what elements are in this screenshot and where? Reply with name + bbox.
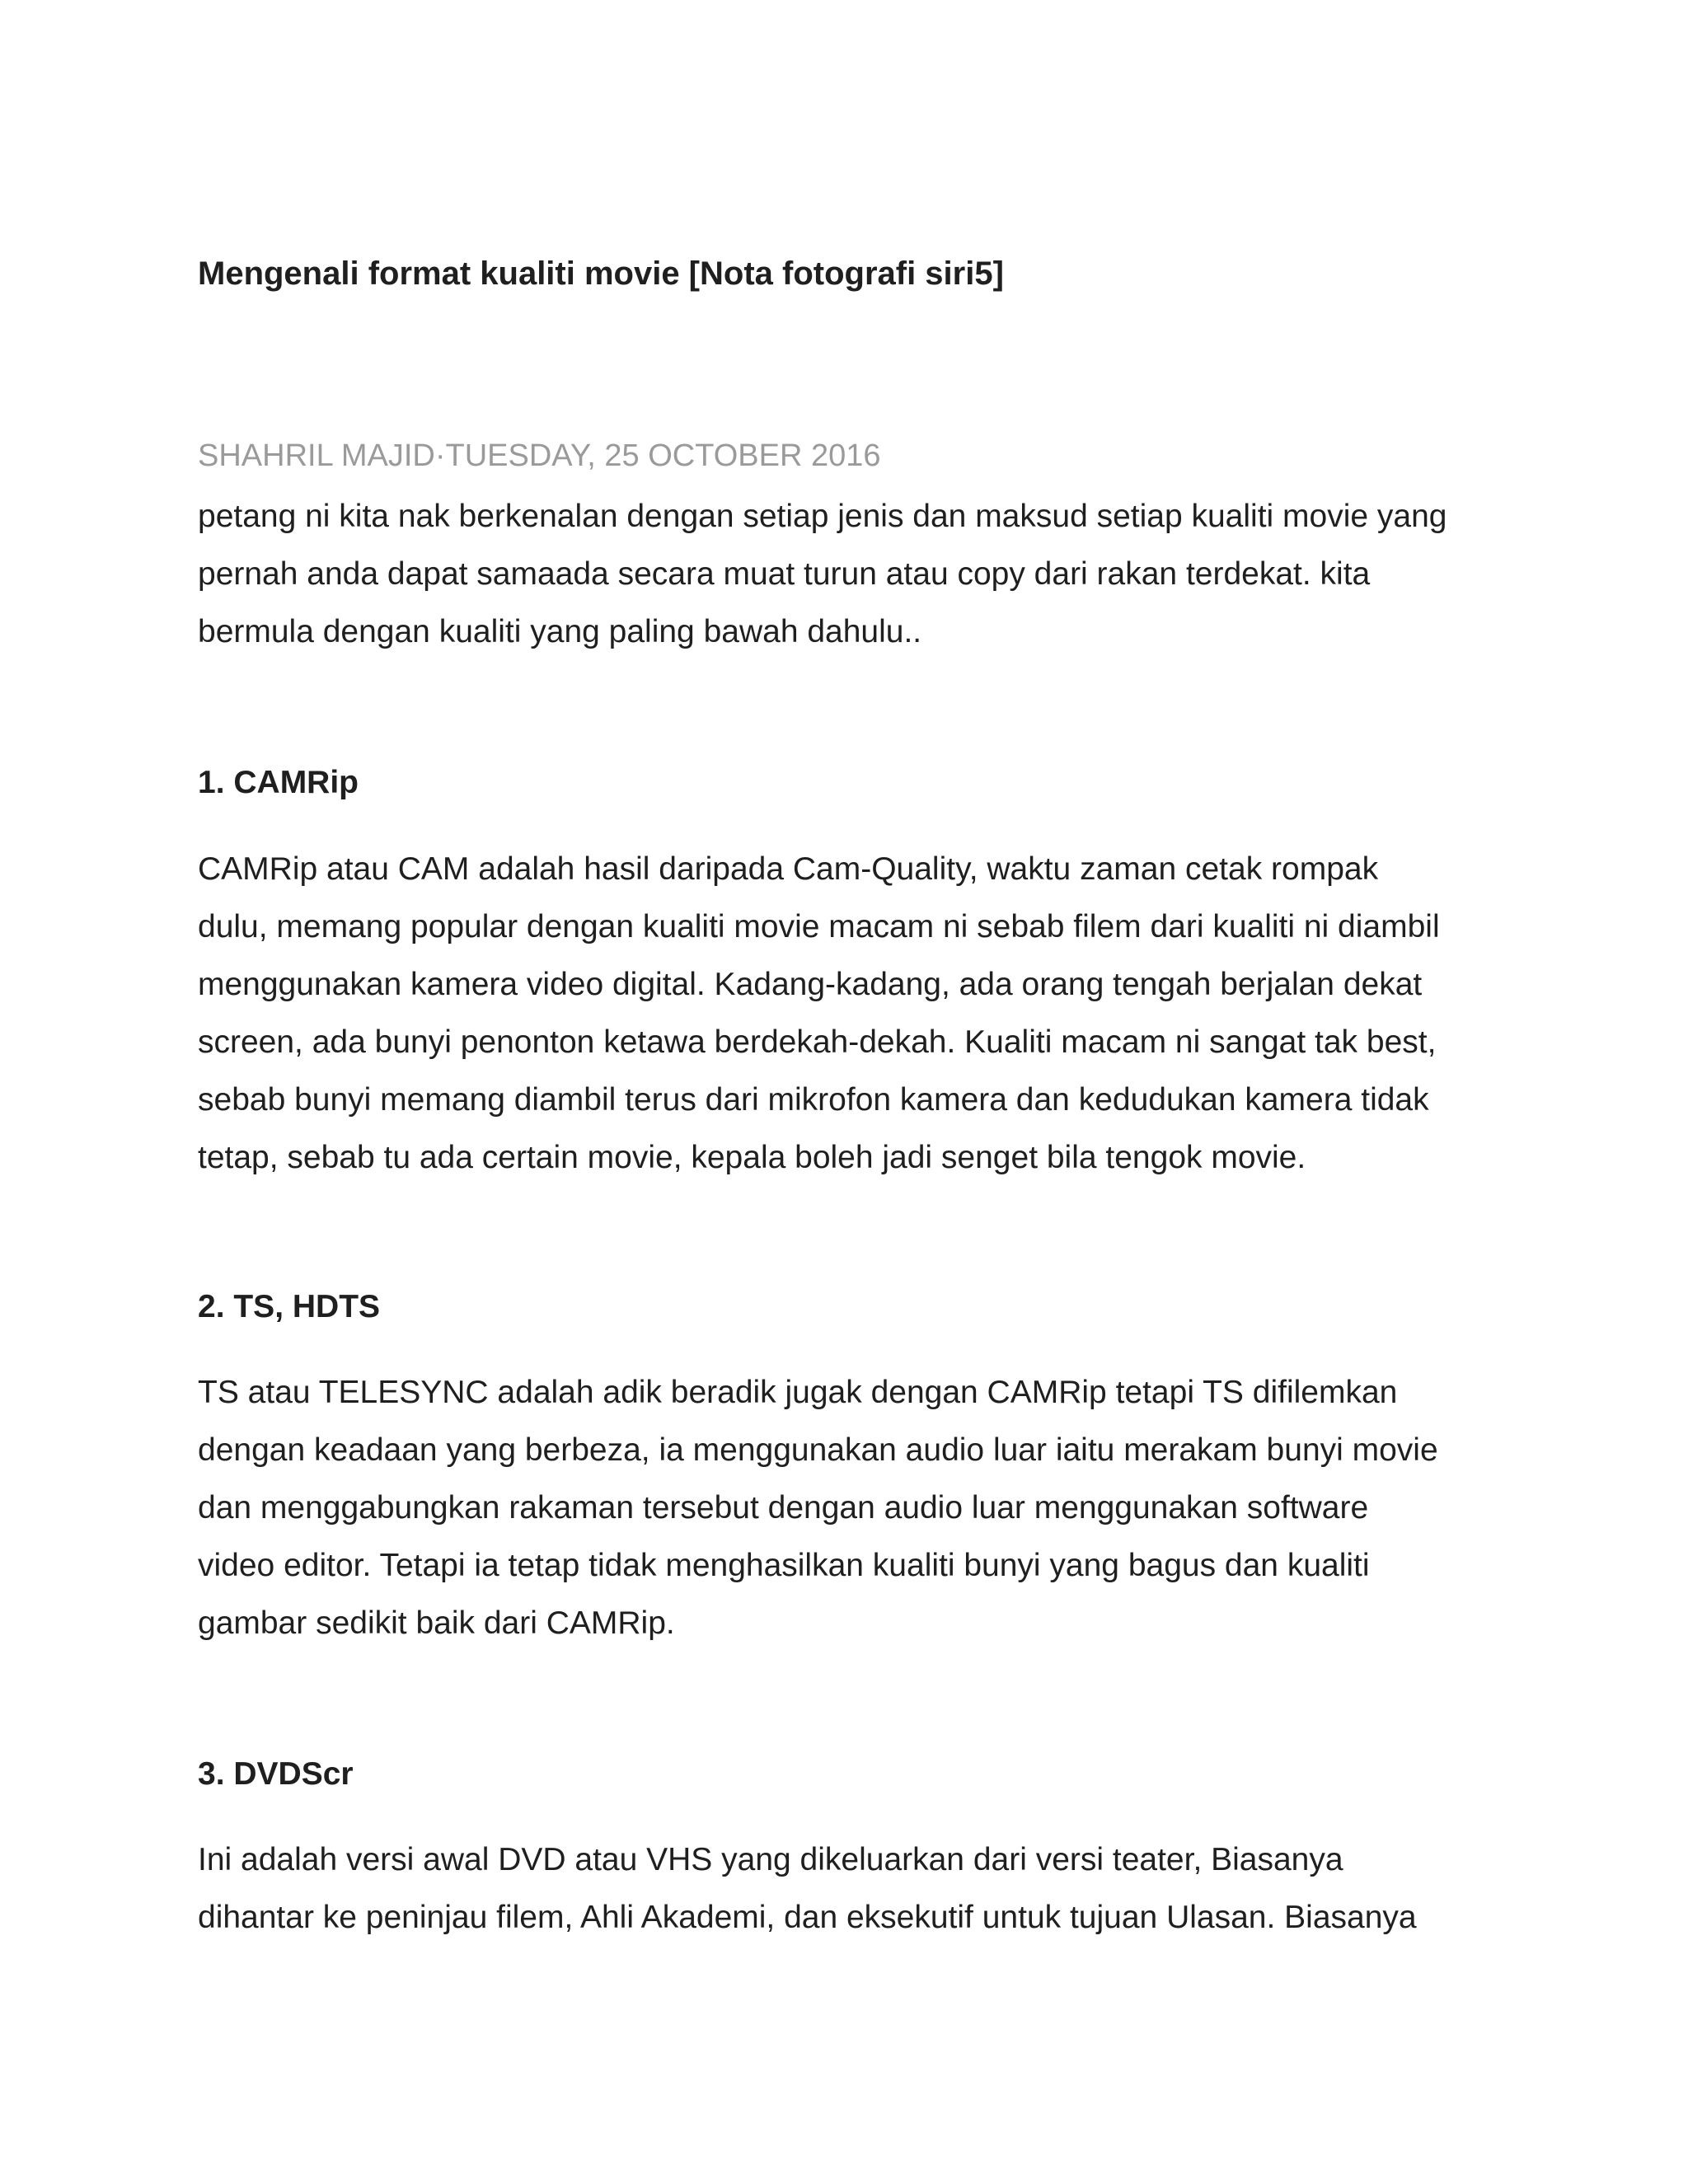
paragraph-line: tetap, sebab tu ada certain movie, kepala boleh jadi senget bila tengok movie. <box>198 1140 1306 1175</box>
paragraph-line: TS atau TELESYNC adalah adik beradik jugak dengan CAMRip tetapi TS difilemkan <box>198 1375 1398 1410</box>
paragraph-line: dan menggabungkan rakaman tersebut dengan audio luar menggunakan software <box>198 1490 1369 1526</box>
section-heading-camrip: 1. CAMRip <box>198 765 359 800</box>
author-date-byline: SHAHRIL MAJID·TUESDAY, 25 OCTOBER 2016 <box>198 438 881 473</box>
section-paragraph-dvdscr <box>198 1831 1417 1947</box>
paragraph-line: video editor. Tetapi ia tetap tidak menghasilkan kualiti bunyi yang bagus dan kualiti <box>198 1548 1370 1583</box>
paragraph-line: menggunakan kamera video digital. Kadang-kadang, ada orang tengah berjalan dekat <box>198 967 1423 1002</box>
page-title: Mengenali format kualiti movie [Nota fotografi siri5] <box>198 255 1004 292</box>
paragraph-line: gambar sedikit baik dari CAMRip. <box>198 1605 675 1641</box>
section-heading-dvdscr: 3. DVDScr <box>198 1756 354 1792</box>
paragraph-line: Ini adalah versi awal DVD atau VHS yang dikeluarkan dari versi teater, Biasanya <box>198 1842 1343 1877</box>
paragraph-line: petang ni kita nak berkenalan dengan setiap jenis dan maksud setiap kualiti movie yang <box>198 499 1447 534</box>
paragraph-line: pernah anda dapat samaada secara muat turun atau copy dari rakan terdekat. kita <box>198 556 1371 592</box>
paragraph-line: dulu, memang popular dengan kualiti movie macam ni sebab filem dari kualiti ni diambil <box>198 909 1440 944</box>
paragraph-line: bermula dengan kualiti yang paling bawah dahulu.. <box>198 614 922 649</box>
section-paragraph-camrip <box>198 841 1440 1187</box>
paragraph-line: sebab bunyi memang diambil terus dari mikrofon kamera dan kedudukan kamera tidak <box>198 1082 1429 1118</box>
section-heading-ts-hdts: 2. TS, HDTS <box>198 1289 381 1324</box>
paragraph-line: screen, ada bunyi penonton ketawa berdekah-dekah. Kualiti macam ni sangat tak best, <box>198 1024 1437 1060</box>
paragraph-line: dengan keadaan yang berbeza, ia menggunakan audio luar iaitu merakam bunyi movie <box>198 1432 1438 1468</box>
section-paragraph-ts-hdts <box>198 1364 1438 1652</box>
paragraph-line: dihantar ke peninjau filem, Ahli Akademi, dan eksekutif untuk tujuan Ulasan. Biasanya <box>198 1900 1417 1935</box>
intro-paragraph <box>198 488 1447 661</box>
paragraph-line: CAMRip atau CAM adalah hasil daripada Cam-Quality, waktu zaman cetak rompak <box>198 851 1379 887</box>
